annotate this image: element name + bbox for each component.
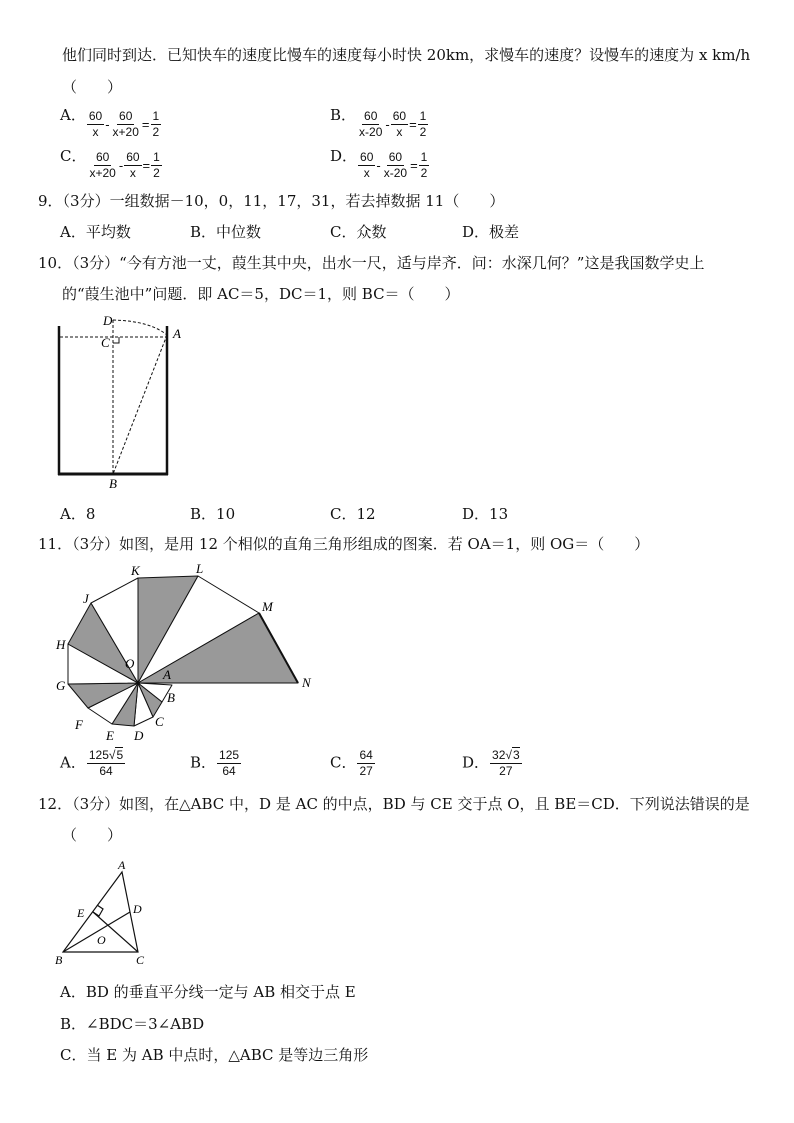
- q9-option-a[interactable]: A．平均数: [60, 223, 131, 241]
- term1-numerator: 60: [88, 109, 103, 123]
- term1-numerator: 60: [360, 150, 374, 164]
- term1-fraction: [357, 109, 384, 140]
- term2-fraction: [111, 109, 141, 140]
- option-label: B．: [330, 106, 357, 124]
- label-j: J: [83, 591, 89, 606]
- term2-denominator: x: [396, 125, 403, 139]
- q11-spiral-figure: [52, 558, 327, 750]
- minus-sign: -: [376, 158, 381, 173]
- q10-option-b[interactable]: B．10: [190, 505, 236, 523]
- q10-stem-line1: 10．（3分）“今有方池一丈，葭生其中央，出水一尺，适与岸齐．问：水深几何？”这是我国数学史上: [38, 254, 705, 272]
- label-d: D: [103, 313, 113, 328]
- q11-stem: 11．（3分）如图，是用 12 个相似的直角三角形组成的图案．若 OA＝1，则 OG＝（ ）: [38, 535, 650, 553]
- term2-fraction: [391, 109, 408, 140]
- q8-option-b[interactable]: [330, 104, 429, 140]
- q11-option-a[interactable]: [60, 748, 126, 779]
- answer-fraction: [490, 748, 522, 779]
- term1-fraction: [87, 150, 117, 181]
- answer-fraction: [357, 748, 374, 779]
- label-e: E: [77, 906, 85, 920]
- answer-numerator: [357, 748, 374, 764]
- term1-numerator: 60: [364, 109, 378, 123]
- q12-option-c[interactable]: C．当 E 为 AB 中点时，△ABC 是等边三角形: [60, 1046, 369, 1064]
- q10-stem-line2: 的“葭生池中”问题．即 AC＝5，DC＝1，则 BC＝（ ）: [62, 285, 460, 303]
- option-label: A．: [60, 106, 86, 124]
- term1-denominator: x: [92, 125, 99, 139]
- term3-denominator: 2: [153, 166, 160, 180]
- label-b: B: [55, 953, 63, 967]
- answer-denominator: 27: [499, 764, 513, 778]
- term2-denominator: x-20: [383, 166, 408, 180]
- answer-numerator: [87, 748, 125, 764]
- radicand: 3: [512, 748, 520, 762]
- term1-denominator: x+20: [89, 166, 116, 180]
- q12-paren: （ ）: [62, 826, 123, 844]
- answer-denominator: 27: [359, 764, 373, 778]
- q9-option-d[interactable]: D．极差: [462, 223, 520, 241]
- q8-option-c[interactable]: [60, 145, 163, 181]
- term3-numerator: 1: [152, 109, 160, 123]
- q12-triangle-figure: [52, 852, 162, 970]
- term1-fraction: [87, 109, 104, 140]
- reed-line-ab: [113, 335, 167, 474]
- minus-sign: -: [105, 117, 110, 132]
- q8-option-a[interactable]: [60, 104, 162, 140]
- right-angle-mark: [93, 905, 103, 916]
- term3-fraction: [151, 109, 162, 140]
- answer-denominator: 64: [99, 764, 113, 778]
- equation: [86, 150, 162, 181]
- term2-fraction: [124, 150, 141, 181]
- equation: [357, 150, 430, 181]
- q9-option-b[interactable]: B．中位数: [190, 223, 262, 241]
- term2-denominator: x: [129, 166, 136, 180]
- q12-option-b[interactable]: B．∠BDC＝3∠ABD: [60, 1015, 205, 1033]
- sqrt-symbol: √: [108, 748, 116, 762]
- label-g: G: [56, 678, 66, 693]
- label-b: B: [167, 690, 175, 705]
- term2-numerator: 60: [126, 150, 140, 164]
- term3-denominator: 2: [419, 125, 427, 139]
- term2-fraction: [382, 150, 409, 181]
- right-angle-mark: [113, 337, 119, 343]
- term3-numerator: 1: [420, 150, 428, 164]
- label-e: E: [106, 728, 114, 743]
- option-label: C．: [330, 753, 357, 772]
- numerator-value: 64: [359, 748, 373, 762]
- term1-denominator: x-20: [359, 125, 383, 139]
- option-label: A．: [60, 753, 86, 772]
- q10-option-c[interactable]: C．12: [330, 505, 376, 523]
- term2-numerator: 60: [392, 109, 407, 123]
- q8-paren: （ ）: [62, 78, 123, 96]
- label-k: K: [131, 563, 140, 578]
- q11-option-b[interactable]: [190, 748, 242, 779]
- option-label: B．: [190, 753, 217, 772]
- q8-option-d[interactable]: [330, 145, 430, 181]
- q8-stem: 他们同时到达．已知快车的速度比慢车的速度每小时快 20km，求慢车的速度？设慢车的速度为 x km/h: [62, 46, 751, 64]
- term2-denominator: x+20: [112, 125, 139, 139]
- equals-sign: =: [409, 117, 417, 132]
- term3-numerator: 1: [419, 109, 427, 123]
- term1-fraction: [358, 150, 375, 181]
- q10-option-d[interactable]: D．13: [462, 505, 509, 523]
- answer-denominator: 64: [222, 764, 236, 778]
- term3-denominator: 2: [152, 125, 160, 139]
- option-label: D．: [462, 753, 490, 772]
- equation: [86, 109, 162, 140]
- q11-option-c[interactable]: [330, 748, 376, 779]
- equals-sign: =: [141, 117, 150, 132]
- equals-sign: =: [142, 158, 151, 173]
- term2-numerator: 60: [388, 150, 403, 164]
- term1-denominator: x: [363, 166, 370, 180]
- label-d: D: [133, 902, 142, 916]
- label-d: D: [134, 728, 144, 743]
- answer-numerator: [217, 748, 241, 764]
- label-n: N: [302, 675, 311, 690]
- q12-stem: 12．（3分）如图，在△ABC 中，D 是 AC 的中点，BD 与 CE 交于点 O，且 BE＝CD．下列说法错误的是: [38, 795, 750, 813]
- option-label: C．: [60, 147, 87, 165]
- answer-numerator: [490, 748, 522, 764]
- q10-option-a[interactable]: A．8: [60, 505, 96, 523]
- label-f: F: [75, 717, 83, 732]
- numerator-value: 125: [219, 748, 240, 762]
- minus-sign: -: [385, 117, 390, 132]
- answer-fraction: [217, 748, 241, 779]
- answer-fraction: [87, 748, 125, 779]
- label-a: A: [163, 667, 171, 682]
- q12-option-a[interactable]: A．BD 的垂直平分线一定与 AB 相交于点 E: [60, 983, 356, 1001]
- q9-stem: 9．（3分）一组数据－10，0，11，17，31，若去掉数据 11（ ）: [38, 192, 505, 210]
- label-o: O: [125, 656, 135, 671]
- term3-fraction: [151, 150, 162, 181]
- equation: [356, 109, 429, 140]
- q10-pool-figure: [40, 308, 210, 493]
- equals-sign: =: [410, 158, 418, 173]
- label-b: B: [109, 476, 117, 491]
- term2-numerator: 60: [119, 109, 133, 123]
- label-h: H: [56, 637, 66, 652]
- term3-fraction: [418, 109, 429, 140]
- numerator-value: 125: [88, 748, 109, 762]
- q11-option-d[interactable]: [462, 748, 523, 779]
- sqrt-symbol: √: [505, 748, 512, 762]
- label-m: M: [262, 599, 273, 614]
- label-l: L: [196, 561, 204, 576]
- label-c: C: [101, 335, 110, 350]
- numerator-value: 32: [492, 748, 506, 762]
- term3-denominator: 2: [420, 166, 428, 180]
- label-a: A: [118, 858, 126, 872]
- label-o: O: [97, 933, 106, 947]
- option-label: D．: [330, 147, 358, 165]
- arc-da: [113, 320, 167, 335]
- term3-fraction: [419, 150, 430, 181]
- minus-sign: -: [118, 158, 124, 173]
- radicand: 5: [116, 748, 124, 762]
- label-a: A: [173, 326, 181, 341]
- term1-numerator: 60: [95, 150, 110, 164]
- label-c: C: [136, 953, 145, 967]
- q9-option-c[interactable]: C．众数: [330, 223, 387, 241]
- label-c: C: [155, 714, 164, 729]
- term3-numerator: 1: [153, 150, 160, 164]
